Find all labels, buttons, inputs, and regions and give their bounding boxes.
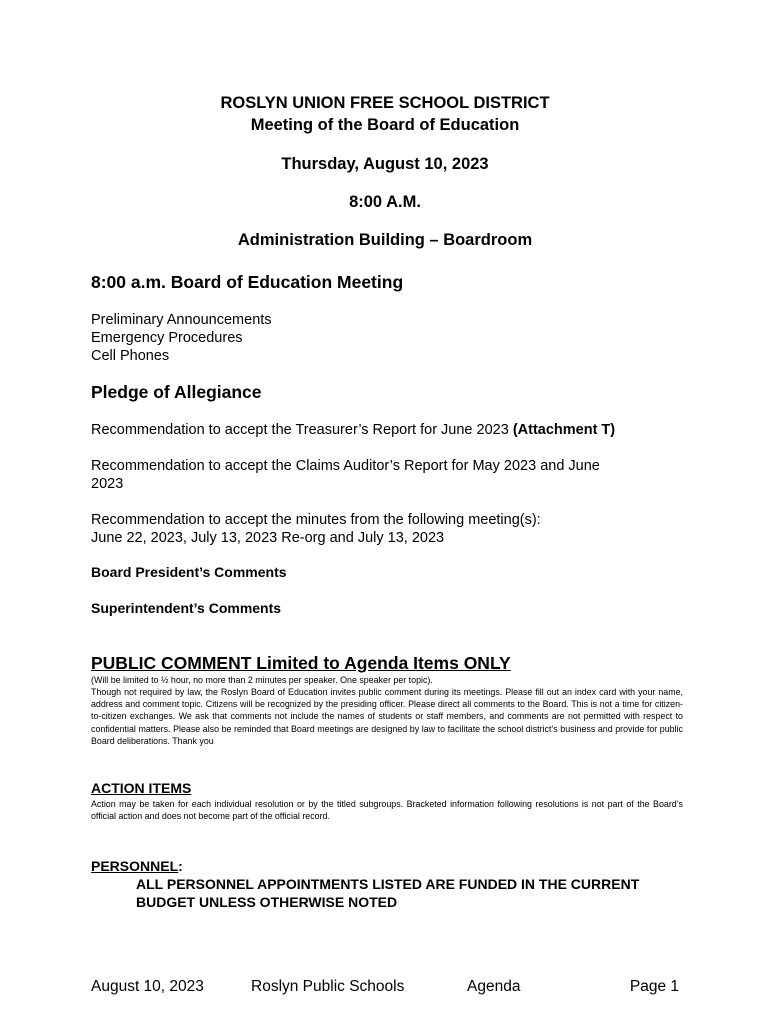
list-item: Preliminary Announcements bbox=[91, 312, 272, 328]
minutes-line: Recommendation to accept the minutes from the following meeting(s): bbox=[91, 512, 541, 528]
treasurer-text: Recommendation to accept the Treasurer’s Report for June 2023 bbox=[91, 422, 513, 438]
meeting-location: Administration Building – Boardroom bbox=[237, 231, 533, 249]
attachment-ref: (Attachment T) bbox=[512, 422, 616, 438]
action-items-body: Action may be taken for each individual resolution or by the titled subgroups. Bracketed information following resolutions is not part of the Board’s official action and does not become part of the official record. bbox=[91, 799, 683, 822]
preliminary-list bbox=[91, 311, 691, 365]
action-items-heading: ACTION ITEMS bbox=[91, 780, 192, 796]
footer-org: Roslyn Public Schools bbox=[251, 978, 405, 995]
minutes-recommendation bbox=[91, 511, 691, 547]
claims-recommendation: Recommendation to accept the Claims Auditor’s Report for May 2023 and June 2023 bbox=[91, 458, 600, 492]
meeting-heading: 8:00 a.m. Board of Education Meeting bbox=[91, 272, 404, 292]
district-name: ROSLYN UNION FREE SCHOOL DISTRICT bbox=[220, 94, 550, 112]
treasurer-recommendation bbox=[91, 421, 691, 439]
meeting-title: Meeting of the Board of Education bbox=[250, 116, 520, 134]
personnel-line: BUDGET UNLESS OTHERWISE NOTED bbox=[136, 894, 398, 910]
list-item: Cell Phones bbox=[91, 348, 170, 364]
minutes-dates: June 22, 2023, July 13, 2023 Re-org and July 13, 2023 bbox=[91, 530, 445, 546]
footer-date: August 10, 2023 bbox=[91, 978, 204, 995]
public-comment-limit: (Will be limited to ½ hour, no more than 2 minutes per speaker. One speaker per topic). bbox=[91, 675, 433, 685]
public-comment-body: Though not required by law, the Roslyn Board of Education invites public comment during its meetings. Please fill out an index card with your name, address and comment topic. Citizens will be recognized by the presiding officer. Please direct all comments to the Board. This is not a time for citizen-to-citizen exchanges. We ask that comments not include the names of students or staff members, and comments are not permitted with respect to confidential matters. Please also be reminded that Board meetings are designed by law to facilitate the school district’s business and provide for public Board deliberations. Thank you bbox=[91, 687, 683, 746]
pledge-heading: Pledge of Allegiance bbox=[91, 382, 262, 402]
footer-doc: Agenda bbox=[467, 978, 521, 995]
list-item: Emergency Procedures bbox=[91, 330, 243, 346]
personnel-heading bbox=[91, 858, 183, 874]
meeting-date: Thursday, August 10, 2023 bbox=[281, 155, 489, 173]
superintendent-comments: Superintendent’s Comments bbox=[91, 600, 282, 616]
meeting-time: 8:00 A.M. bbox=[349, 193, 421, 211]
personnel-colon: : bbox=[178, 858, 183, 874]
personnel-label: PERSONNEL bbox=[91, 858, 179, 874]
president-comments: Board President’s Comments bbox=[91, 564, 287, 580]
public-comment-heading: PUBLIC COMMENT Limited to Agenda Items ONLY bbox=[91, 653, 511, 673]
personnel-line: ALL PERSONNEL APPOINTMENTS LISTED ARE FUNDED IN THE CURRENT bbox=[136, 876, 640, 892]
footer-page-number: Page 1 bbox=[629, 978, 679, 995]
